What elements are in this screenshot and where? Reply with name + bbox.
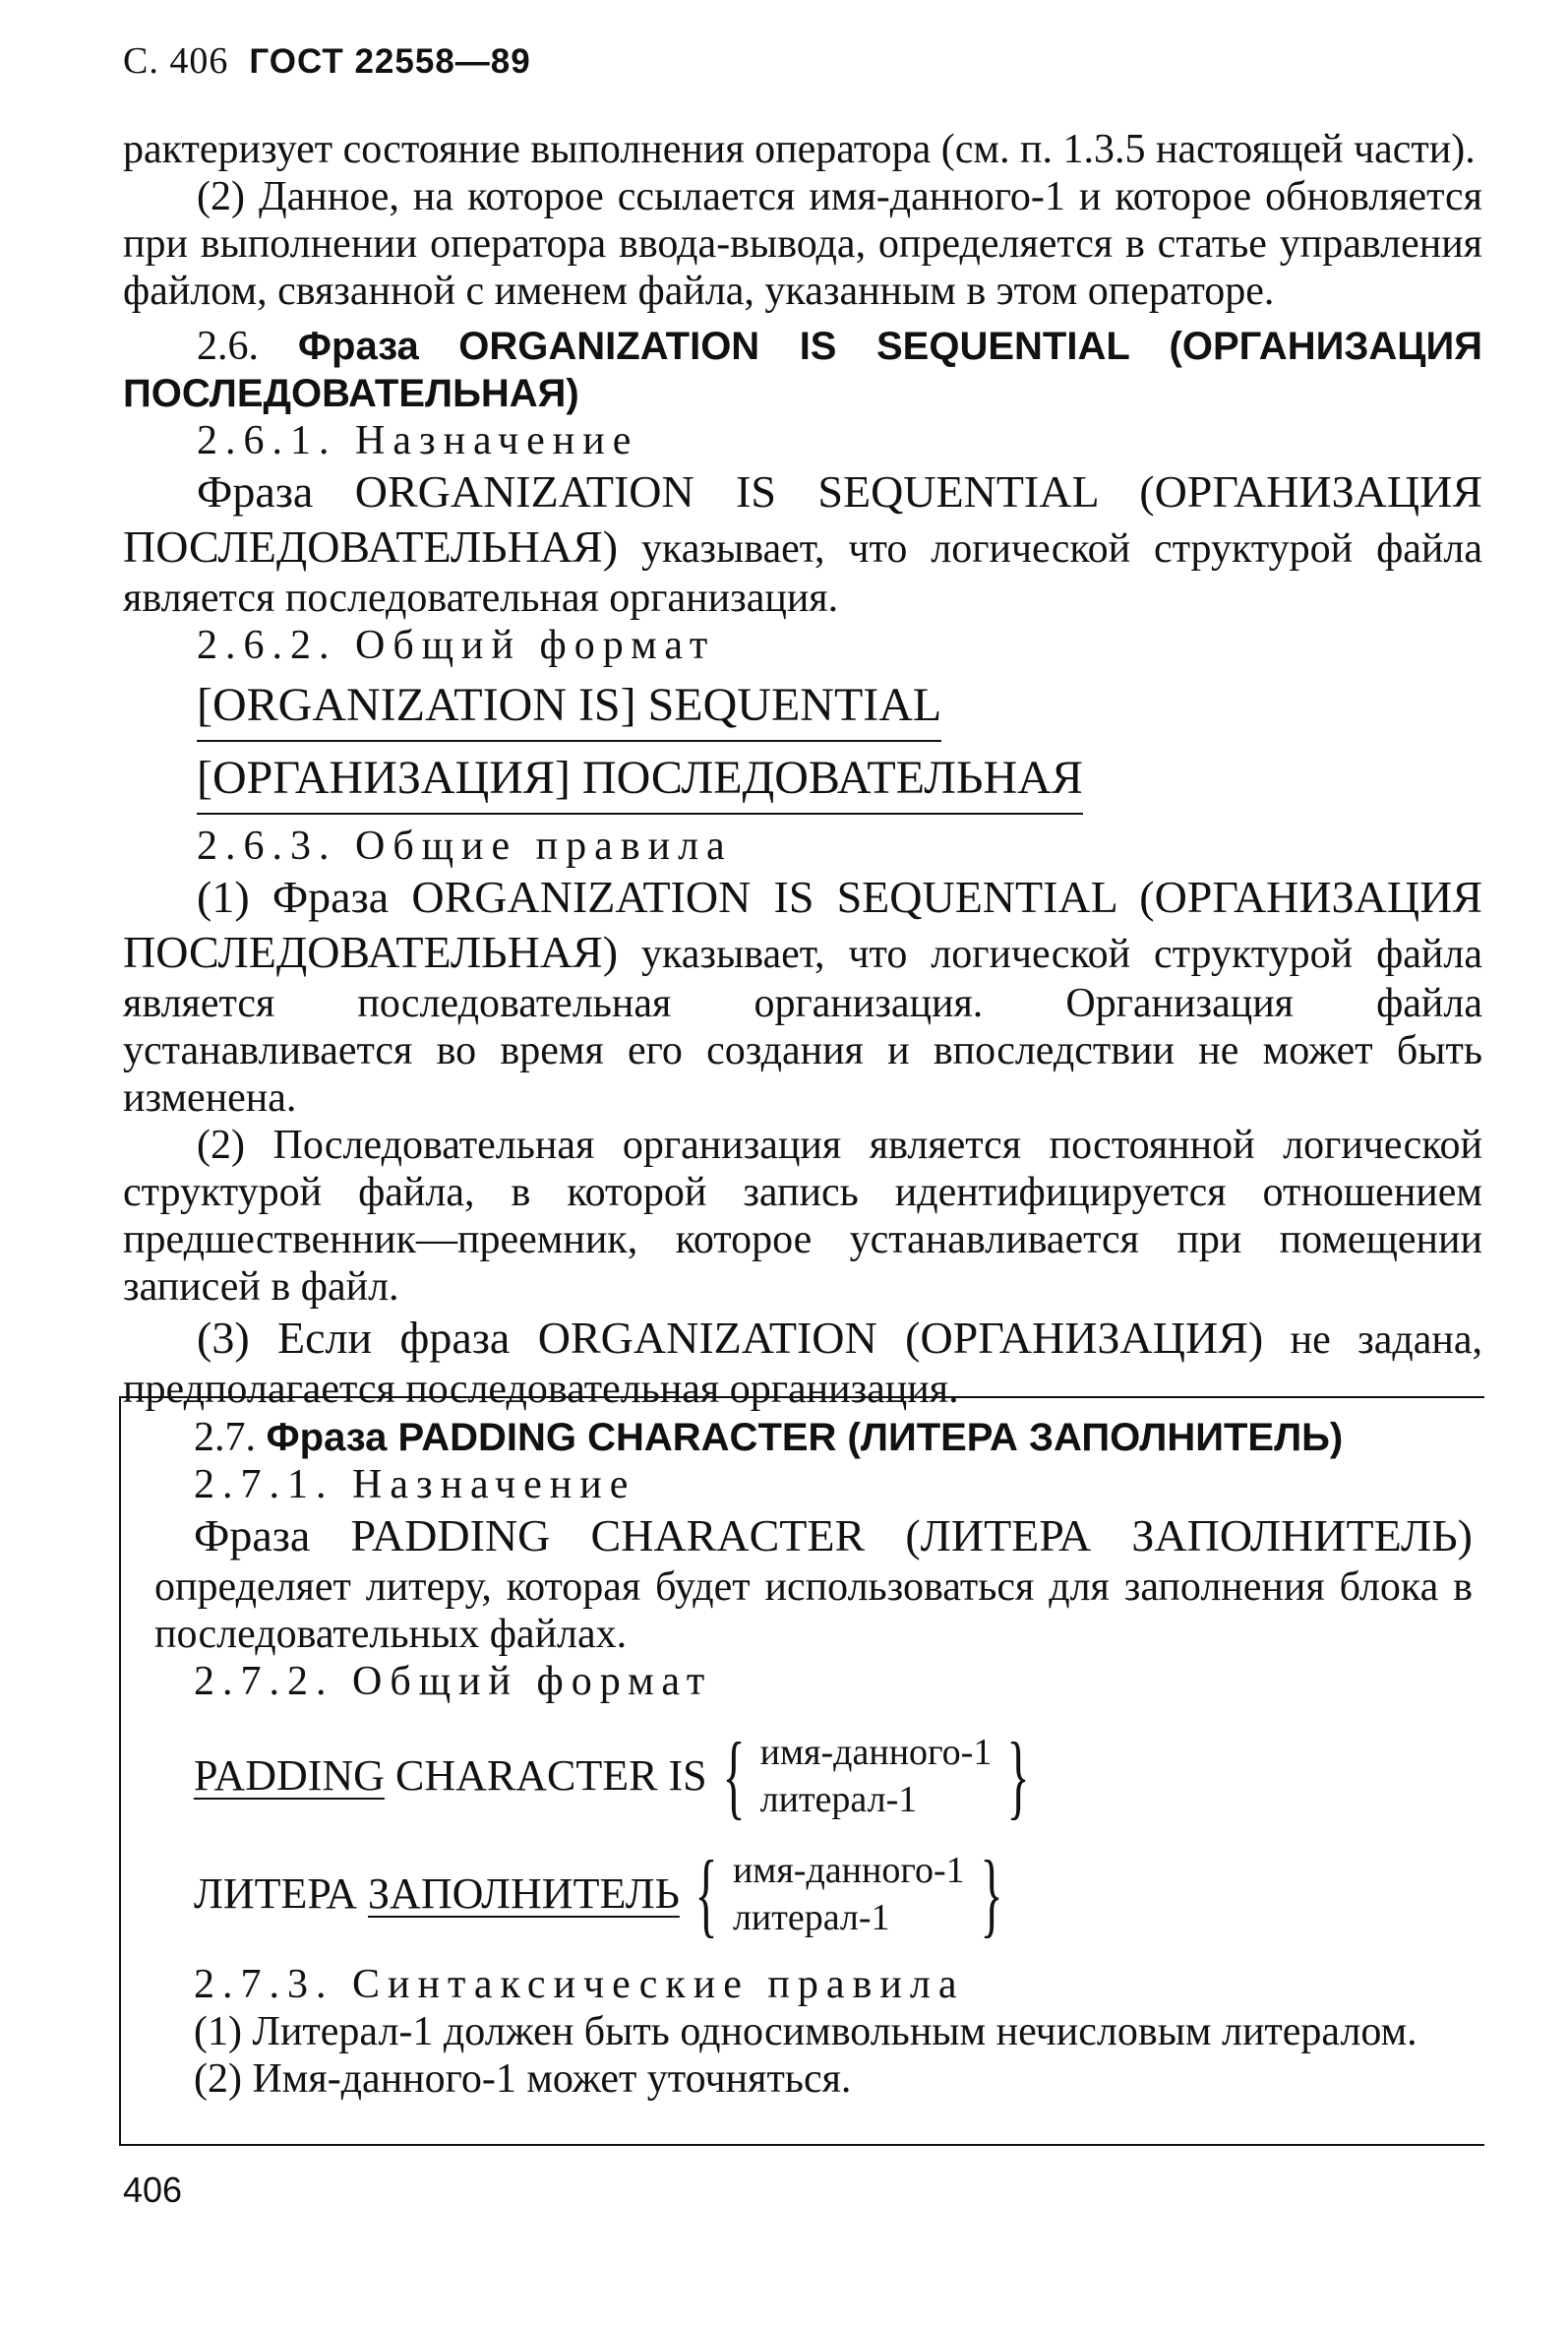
- paragraph: (2) Имя-данного-1 может уточняться.: [194, 2056, 852, 2102]
- phrase-text: указывает, что логической структурой файла является последовательная организация. Организация файла устанавливается во время его создания и впоследствии не может быть изменена.: [123, 932, 1483, 1121]
- keyword: ЛИТЕРА: [194, 1869, 357, 1918]
- page-number: 406: [123, 2170, 183, 2210]
- paragraph: [123, 870, 1482, 1122]
- section-heading-2-7: [154, 1414, 1473, 1461]
- format-line-en: [123, 675, 1482, 742]
- phrase-lead: (3) Если фраза ORGANIZATION (ОРГАНИЗАЦИЯ): [197, 1313, 1264, 1363]
- phrase-text: указывает, что логической структурой файла является последовательная организация.: [123, 526, 1483, 621]
- option: литерал-1: [759, 1779, 918, 1820]
- format-ru: [154, 1841, 1473, 1946]
- left-brace: {: [694, 1841, 718, 1946]
- section-title: Фраза ORGANIZATION IS SEQUENTIAL (ОРГАНИЗАЦИЯ ПОСЛЕДОВАТЕЛЬНАЯ): [123, 325, 1482, 415]
- format-options: [733, 1847, 965, 1941]
- phrase-lead: (1) Фраза ORGANIZATION IS SEQUENTIAL (ОРГАНИЗАЦИЯ ПОСЛЕДОВАТЕЛЬНАЯ): [123, 872, 1482, 977]
- paragraph: [154, 1508, 1473, 1658]
- section-title: Фраза PADDING CHARACTER (ЛИТЕРА ЗАПОЛНИТЕЛЬ): [266, 1416, 1344, 1459]
- subsection-heading: 2.6.1. Назначение: [197, 418, 639, 463]
- subsection-heading: 2.7.1. Назначение: [194, 1462, 636, 1507]
- paragraph: (1) Литерал-1 должен быть односимвольным нечисловым литералом.: [194, 2009, 1417, 2054]
- paragraph: рактеризует состояние выполнения оператора (см. п. 1.3.5 настоящей части).: [123, 127, 1476, 172]
- subsection-heading: 2.6.2. Общий формат: [197, 623, 716, 668]
- format-optional: [ORGANIZATION IS] SEQUENTIAL: [197, 675, 941, 742]
- keyword: PADDING: [194, 1751, 385, 1800]
- format-en: [154, 1723, 1473, 1828]
- subsection-heading: 2.7.2. Общий формат: [194, 1659, 713, 1704]
- keyword: ЗАПОЛНИТЕЛЬ: [368, 1869, 680, 1918]
- format-options: [760, 1729, 993, 1823]
- section-number: 2.7.: [194, 1415, 256, 1460]
- main-text: [123, 126, 1482, 1413]
- right-brace: }: [1006, 1723, 1030, 1828]
- phrase-lead: Фраза ORGANIZATION IS SEQUENTIAL (ОРГАНИЗАЦИЯ ПОСЛЕДОВАТЕЛЬНАЯ): [123, 466, 1482, 572]
- standard-number: ГОСТ 22558—89: [249, 42, 531, 81]
- option: имя-данного-1: [732, 1850, 965, 1891]
- page-header: [123, 39, 531, 83]
- section-number: 2.6.: [197, 324, 259, 369]
- section-2-7-frame: [119, 1396, 1484, 2146]
- left-brace: {: [722, 1723, 746, 1828]
- paragraph: (2) Последовательная организация является постоянной логической структурой файла, в которой запись идентифицируется отношением предшественник—преемник, которое устанавливается при помещении записей в файл.: [123, 1123, 1482, 1310]
- format-line-ru: [123, 748, 1482, 815]
- format-optional: [ОРГАНИЗАЦИЯ] ПОСЛЕДОВАТЕЛЬНАЯ: [197, 748, 1083, 815]
- section-heading-2-6: [123, 323, 1482, 417]
- option: литерал-1: [732, 1897, 890, 1938]
- right-brace: }: [980, 1841, 1003, 1946]
- section-2-7-content: [154, 1414, 1473, 2103]
- subsection-heading: 2.7.3. Синтаксические правила: [194, 1962, 965, 2007]
- subsection-heading: 2.6.3. Общие правила: [197, 824, 733, 869]
- paragraph: (2) Данное, на которое ссылается имя-данного-1 и которое обновляется при выполнении оператора ввода-вывода, определяется в статье управления файлом, связанной с именем файла, указанным в этом операторе.: [123, 174, 1482, 314]
- option: имя-данного-1: [759, 1732, 993, 1773]
- phrase-text: определяет литеру, которая будет использоваться для заполнения блока в последовательных файлах.: [154, 1564, 1473, 1657]
- keyword: CHARACTER IS: [394, 1751, 707, 1800]
- phrase-lead: Фраза PADDING CHARACTER (ЛИТЕРА ЗАПОЛНИТЕЛЬ): [194, 1510, 1473, 1560]
- phrase-text: не задана, предполагается последовательная организация.: [123, 1317, 1483, 1412]
- page-label: С. 406: [123, 40, 229, 82]
- paragraph: [123, 464, 1482, 622]
